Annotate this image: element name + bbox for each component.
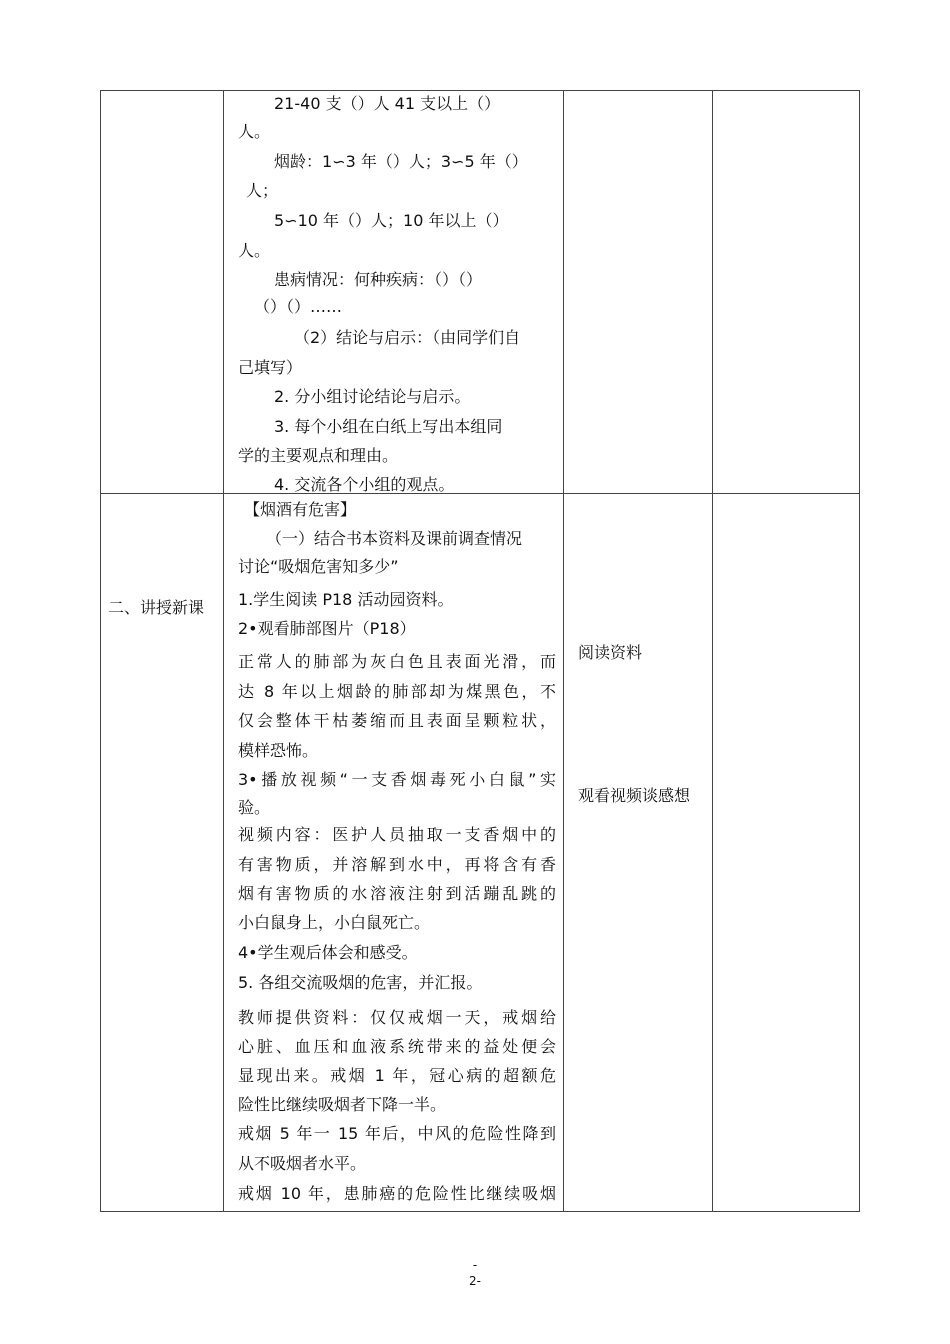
text-line: 学的主要观点和理由。 xyxy=(238,446,399,465)
text-line: 讨论“吸烟危害知多少” xyxy=(238,557,399,576)
row1-content-cell xyxy=(224,91,560,494)
text-line: 1.学生阅读 P18 活动园资料。 xyxy=(238,590,454,609)
stage-cell xyxy=(101,494,223,1212)
text-line: 模样恐怖。 xyxy=(238,741,319,760)
text-line: 心脏、血压和血液系统带来的益处便会 xyxy=(238,1037,556,1056)
text-line: 患病情况：何种疾病：（）（） xyxy=(274,270,483,289)
text-line: 烟龄：1∽3 年（）人；3∽5 年（） xyxy=(274,152,528,171)
text-line: 3•播放视频“一支香烟毒死小白鼠”实 xyxy=(238,770,556,789)
text-line: 戒烟 5 年一 15 年后，中风的危险性降到 xyxy=(238,1124,556,1143)
text-line: （）（）…… xyxy=(254,297,343,316)
text-line: （一）结合书本资料及课前调查情况 xyxy=(266,529,523,548)
text-line: 人。 xyxy=(238,241,271,260)
text-line: 5. 各组交流吸烟的危害，并汇报。 xyxy=(238,973,483,992)
page-number: 2- xyxy=(469,1274,481,1288)
text-line: 4. 交流各个小组的观点。 xyxy=(274,475,455,494)
text-line: 视频内容：医护人员抽取一支香烟中的 xyxy=(238,825,556,844)
text-line: 小白鼠身上，小白鼠死亡。 xyxy=(238,913,431,932)
text-line: 验。 xyxy=(238,798,271,817)
text-line: 达 8 年以上烟龄的肺部却为煤黑色，不 xyxy=(238,682,556,701)
text-line: 2•观看肺部图片（P18） xyxy=(238,619,416,638)
column-divider xyxy=(712,91,713,1211)
text-line: 4•学生观后体会和感受。 xyxy=(238,943,418,962)
footer-dash: - xyxy=(472,1258,478,1272)
student-activity-text: 阅读资料 xyxy=(578,643,643,662)
stage-label: 二、讲授新课 xyxy=(108,598,205,617)
text-line: 教师提供资料：仅仅戒烟一天，戒烟给 xyxy=(238,1008,556,1027)
text-line: 烟有害物质的水溶液注射到活蹦乱跳的 xyxy=(238,884,556,903)
text-line: 仅会整体干枯萎缩而且表面呈颗粒状， xyxy=(238,711,556,730)
text-line: 己填写） xyxy=(238,358,303,377)
lesson-plan-table xyxy=(100,90,860,1212)
text-line: 有害物质，并溶解到水中，再将含有香 xyxy=(238,855,556,874)
text-line: 3. 每个小组在白纸上写出本组同 xyxy=(274,417,503,436)
section-heading: 【烟酒有危害】 xyxy=(244,500,357,519)
text-line: 5∽10 年（）人；10 年以上（） xyxy=(274,211,509,230)
text-line: 人； xyxy=(246,181,279,200)
text-line: 戒烟 10 年，患肺癌的危险性比继续吸烟 xyxy=(238,1184,556,1203)
text-line: 正常人的肺部为灰白色且表面光滑，而 xyxy=(238,652,556,671)
student-activity-cell xyxy=(564,494,712,1212)
text-line: 显现出来。戒烟 1 年，冠心病的超额危 xyxy=(238,1066,556,1085)
text-line: 2. 分小组讨论结论与启示。 xyxy=(274,387,471,406)
text-line: 21-40 支（）人 41 支以上（） xyxy=(274,94,501,113)
text-line: 人。 xyxy=(238,122,271,141)
row2-content-cell xyxy=(224,494,560,1212)
text-line: （2）结论与启示：（由同学们自 xyxy=(294,328,521,347)
text-line: 从不吸烟者水平。 xyxy=(238,1154,367,1173)
text-line: 险性比继续吸烟者下降一半。 xyxy=(238,1095,447,1114)
student-activity-text: 观看视频谈感想 xyxy=(578,786,691,805)
